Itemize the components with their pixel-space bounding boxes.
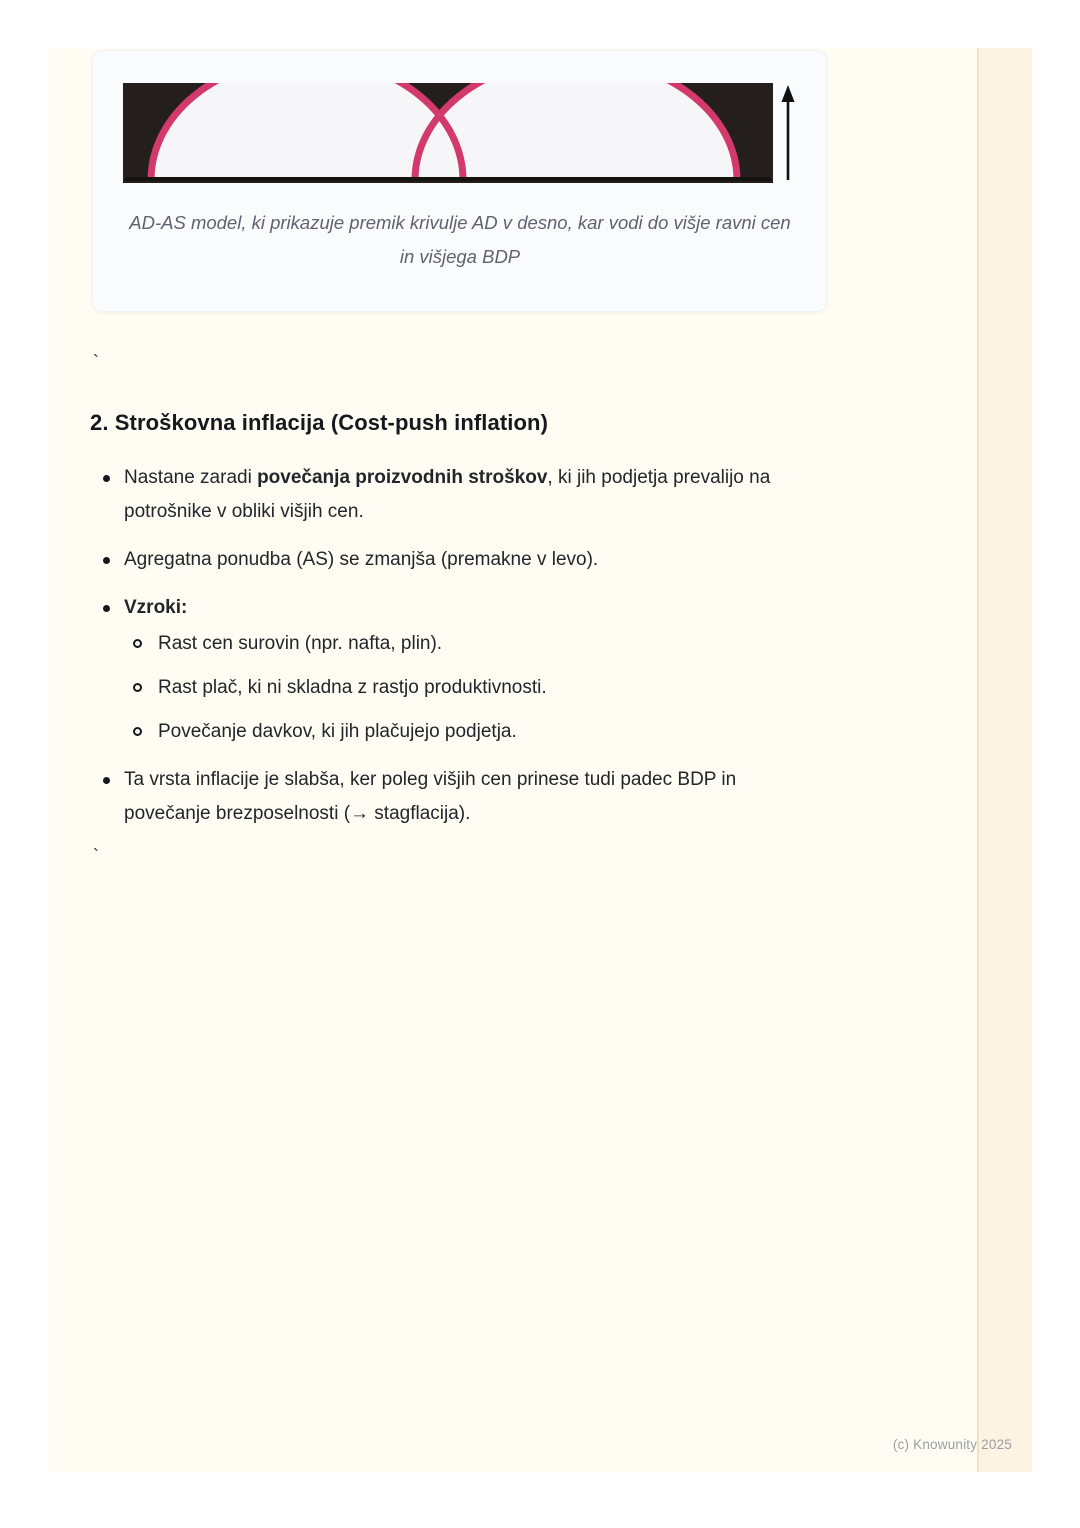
bullet-marker-icon [90, 763, 124, 831]
bullet-list [90, 461, 835, 845]
sub-bullet-marker-icon [124, 627, 158, 661]
list-item [90, 543, 835, 577]
copyright-footer: (c) Knowunity 2025 [892, 1437, 1012, 1452]
sub-list-item-text: Povečanje davkov, ki jih plačujejo podjetja. [158, 721, 517, 742]
sub-list-item [124, 715, 796, 749]
list-item-text [124, 461, 796, 529]
list-item-text: Ta vrsta inflacije je slabša, ker poleg višjih cen prinese tudi padec BDP in povečanje brezposelnosti (→ stagflacija). [124, 769, 737, 824]
sub-list-item [124, 671, 796, 705]
sub-bullet-marker-icon [124, 715, 158, 749]
sub-list-item [124, 627, 796, 661]
page-right-band [977, 48, 1032, 1472]
up-arrow-icon [780, 85, 796, 181]
sub-list-item-text: Rast plač, ki ni skladna z rastjo produktivnosti. [158, 677, 547, 698]
figure-caption: AD-AS model, ki prikazuje premik krivulje AD v desno, kar vodi do višje ravni cen in višjega BDP [129, 212, 791, 267]
adas-diagram [123, 83, 773, 183]
list-item [90, 763, 835, 831]
list-item [90, 591, 835, 749]
list-item-text: Agregatna ponudba (AS) se zmanjša (premakne v levo). [124, 549, 599, 570]
list-item [90, 461, 835, 529]
stray-backtick-2: ` [93, 846, 99, 866]
text-segment-bold: Vzroki: [124, 597, 188, 618]
section-heading: 2. Stroškovna inflacija (Cost-push inflation) [90, 410, 548, 435]
sub-list-item-text: Rast cen surovin (npr. nafta, plin). [158, 633, 443, 654]
bullet-marker-icon [90, 591, 124, 749]
sub-bullet-marker-icon [124, 671, 158, 705]
list-item-text [124, 591, 796, 749]
sub-bullet-list [124, 627, 796, 749]
text-segment-bold: povečanja proizvodnih stroškov [257, 467, 548, 488]
text-segment: Nastane zaradi [124, 467, 258, 488]
figure-card [92, 50, 827, 312]
adas-diagram-svg [123, 83, 773, 183]
text-segment: , ki jih podjetja prevalijo na potrošnike v obliki višjih cen. [124, 467, 771, 522]
bullet-marker-icon [90, 543, 124, 577]
stray-backtick-1: ` [93, 352, 99, 372]
bullet-marker-icon [90, 461, 124, 529]
